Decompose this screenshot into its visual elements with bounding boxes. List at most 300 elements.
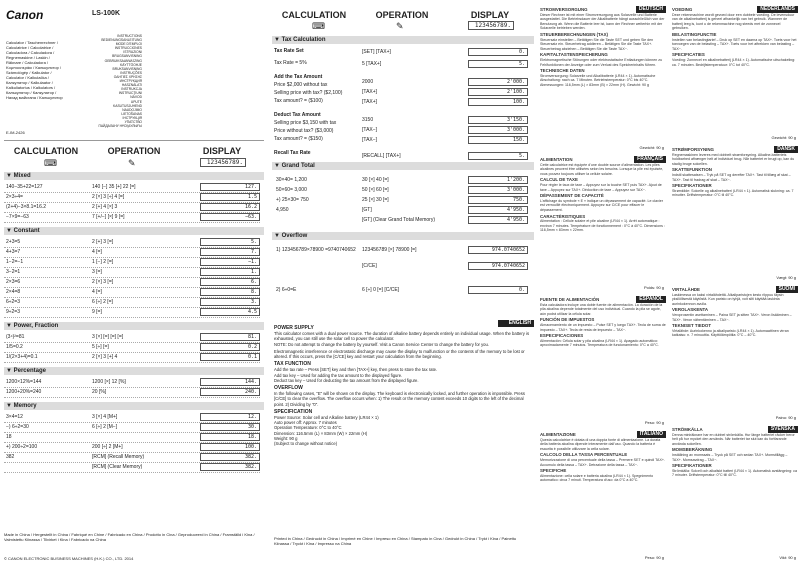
example-row [4, 343, 264, 352]
example-row [4, 203, 264, 212]
calc-icon: ⌨ [44, 158, 57, 168]
grand-row-disp: 4'950. [468, 206, 528, 214]
lang-paragraph: Laskimessa on kaksi virtalähdettä. Alkaliparistojen kesto riippuu täysin yksilöllisestä käytöstä. Kun paristo on tyhjä, voit silti käyttää laskinta aurinkokennon avulla. [672, 292, 784, 306]
example-row [4, 268, 264, 277]
example-row [4, 423, 264, 432]
example-row [4, 193, 264, 202]
row-calc: 1200×12%=144 [6, 379, 42, 385]
col-header-display-mid: DISPLAY [470, 10, 510, 20]
lang-paragraph: Voeding: Zonnecel en alkalinebatterij (LR44 × 1). Automatische uitschakeling: ca. 7 minuten. Bedrijfstemperatuur: 0°C tot 40°C. [672, 57, 796, 67]
cover-title-line: Kalkuliatorius / Kalkulators / [6, 85, 56, 90]
lang-heading: TEKNISET TIEDOT [672, 323, 712, 329]
col-header-operation-mid: OPERATION [375, 10, 429, 20]
tax-row-op: 2000 [362, 79, 374, 85]
row-disp: 81. [200, 333, 260, 341]
row-calc: 2×3÷4= [6, 194, 23, 200]
middle-column [272, 4, 534, 564]
lang-weight: Paino: 90 g [775, 415, 796, 420]
lang-paragraph: Memorizzazione di una percentuale della tassa – Premere SET e quindi TAX+. Accumulo della tassa – TAX+. Detrazione della tassa – TAX−. [540, 457, 665, 467]
lang-heading: SPECIFIKATIONER [672, 183, 712, 189]
cover-title-line: Нахад майсгана / Калькулятор [6, 95, 63, 100]
lang-paragraph: Instellen van belastingtarief – Druk op SET en daarna op TAX+. Toets voor het toevoegen van de belasting – TAX+. Toets voor het aftrekken van belasting – TAX−. [672, 37, 797, 51]
tax-rate: Tax Rate = 5% [274, 60, 307, 66]
lang-heading: CALCOLO DELLA TASSA PERCENTUALE [540, 452, 628, 458]
example-row [4, 248, 264, 257]
cover-lang: KÄYTTÖOHJE [120, 62, 142, 67]
lang-paragraph: Elektromagnetische Störungen oder elektrostatische Entladungen können zu Fehlfunktionen der Anzeige oder zum Verlust des Speicherinhalts führen. [540, 57, 663, 67]
row-disp: 0.2 [200, 343, 260, 351]
overflow-row-calc: 1) 123456789×78900 =9740740652 [276, 247, 356, 253]
cover-lang: KASUTUSJUHEND [113, 103, 142, 108]
section-title: Power, Fraction [13, 323, 59, 329]
lang-paragraph: Alimentación: Célula solar y pila alcalina (LR44 × 1). Apagado automático: aproximadamente 7 minutos. Temperatura de funcionamiento: 0°C a 40°C. [540, 338, 659, 348]
lang-heading: ALIMENTAZIONE [540, 432, 576, 437]
lang-paragraph: Inställning av momssats – Tryck på SET och sedan TAX+. Momstillägg – TAX+. Momsavdrag – TAX−. [672, 452, 788, 462]
spec-line: Operation Temperature: 0°C to 40°C [274, 425, 342, 431]
lang-heading: VEROLASKENTA [672, 307, 709, 313]
section-title: Percentage [13, 368, 46, 374]
grand-row [272, 186, 532, 195]
row-calc: 4+3=7 [6, 249, 21, 255]
tax-row-disp: 5. [468, 60, 528, 68]
example-row [4, 288, 264, 297]
row-disp: 100. [200, 443, 260, 451]
cover-lang: УПАТСТВО [124, 119, 142, 124]
lang-tab: FRANÇAIS [634, 156, 666, 163]
row-disp: 16.2 [200, 203, 260, 211]
lang-heading: FUENTE DE ALIMENTACIÓN [540, 297, 600, 302]
row-disp: 8. [200, 288, 260, 296]
row-op: [RCM] (Clear Memory) [92, 464, 143, 470]
lang-heading: KAPITALTASTENSPEICHERUNG [540, 52, 608, 58]
row-op: 20 [%] [92, 389, 107, 395]
cover-lang: BRUKSANVISNING [112, 66, 142, 71]
part-number: E-IM-2426 [6, 130, 25, 135]
made-in: Made in China / Hergestellt in China / Fabriqué en Chine / Fabricado en China / Prodotto in Cina / Geproduceerd in China / Framställd i Kina / Valmistettu Kiinassa / Tilvirket i Kina / Fabricado na China [4, 532, 255, 542]
lang-tab-english: ENGLISH [498, 320, 534, 327]
tax-function-line: Add the tax rate – Press [SET] key and then [TAX+] key, then press to store the tax rate. [274, 367, 438, 373]
tax-row-disp: 3'150. [468, 116, 528, 124]
model-name: LS-100K [92, 10, 121, 17]
canon-logo: Canon [6, 8, 44, 22]
cover-title-line: Calculadora / Calculadora / [6, 50, 55, 55]
tax-row [360, 88, 532, 97]
row-calc: 2×3=6 [6, 279, 21, 285]
example-row [4, 353, 264, 362]
row-disp: 30. [200, 423, 260, 431]
lang-heading: STEUERBERECHNUNGEN (TAX) [540, 31, 608, 37]
cover-lang: NAUDOJIMO [122, 107, 142, 112]
lang-tab: ESPAÑOL [636, 296, 666, 303]
grand-row [272, 176, 532, 185]
cover-lang: INSTRUKCJA [121, 87, 142, 92]
lang-heading: STRØMFORSYNING [672, 147, 714, 152]
lang-paragraph: Virtalähde: Aurinkokenno ja alkaliparisto (LR44 × 1). Automaattinen virran katkaisu: n. 7 minuuttia. Käyttölämpötila: 0°C – 40°C. [672, 328, 789, 338]
row-calc: 382 [6, 454, 15, 460]
left-examples [4, 146, 264, 536]
display-logo-mid: 123456789. [468, 21, 514, 30]
spec-title: SPECIFICATION [274, 408, 313, 415]
col-header-calculation-mid: CALCULATION [281, 10, 347, 20]
cover-lang: INSTRUCCIONES [114, 46, 142, 51]
tax-row [360, 116, 532, 125]
grand-row-calc: 30×40= 1,200 [276, 177, 307, 183]
lang-tab: NEDERLANDS [757, 6, 798, 13]
lang-heading: CALCUL DE TAXE [540, 177, 578, 183]
row-calc: +) 200÷2=100 [6, 444, 38, 450]
row-divider [4, 362, 260, 363]
overflow-text-title: OVERFLOW [274, 385, 303, 392]
deduct-tax: Deduct Tax Amount [274, 112, 321, 118]
lang-text [672, 286, 798, 414]
overflow-row-op: 6 [÷] 0 [=] [C/CE] [362, 287, 400, 293]
lang-paragraph: Stromversorgung: Solarzelle und Alkalibatterie (LR44 × 1). Automatische Abschaltung: nach ca. 7 Minuten. Betriebstemperatur: 0°C bis 40°C. Abmessungen: 116,5mm (L) × 83mm (B) × 22mm (H). Gewicht: 90 g [540, 73, 656, 87]
row-disp: 12. [200, 413, 260, 421]
row-op: 140 [−] 35 [+] 22 [=] [92, 184, 136, 190]
row-disp: 1.5 [200, 193, 260, 201]
tax-row-disp: 5. [468, 152, 528, 160]
row-op: 4 [=] [92, 289, 102, 295]
recall-rate: Recall Tax Rate [274, 150, 311, 156]
tax-title: Tax Calculation [281, 37, 326, 43]
cover-panel [4, 4, 144, 139]
example-row [4, 308, 264, 317]
add-line: Selling price with tax? ($2,100) [274, 90, 343, 96]
row-disp: 144. [200, 378, 260, 386]
row-calc: 2+3=5 [6, 239, 21, 245]
example-row [4, 443, 264, 452]
lang-paragraph: Steuersatz einstellen – Betätigen Sie die Taste SET und geben Sie den Steuersatz ein. Steuerbetrag addieren – Betätigen Sie die Taste TAX+. Steuerbetrag abziehen – Betätigen Sie die Taste TAX−. [540, 37, 654, 51]
row-op: 4 [=] [92, 249, 102, 255]
row-calc: 6÷2=3 [6, 299, 21, 305]
lang-paragraph: Dieser Rechner ist mit einer Stromversorgung aus Solarzelle und Batterie ausgestattet. Die Betriebsdauer der Alkalibatterie hängt ausschließlich von der Benutzung ab. Wenn die Batterie leer ist, kann der Rechner weiterhin mit der Solarzelle betrieben werden. [540, 12, 665, 31]
row-calc: 1/5=0.2 [6, 344, 23, 350]
row-disp: 382. [200, 453, 260, 461]
tax-row-op: 5 [TAX+] [362, 61, 382, 67]
lang-weight: Poids: 90 g [643, 285, 664, 290]
spec-line: Weight: 90 g [274, 435, 298, 441]
add-line: Tax amount? = ($100) [274, 98, 323, 104]
overflow-row-op: 123456789 [×] 78900 [=] [362, 247, 417, 253]
section-sv [672, 424, 798, 564]
tax-row-disp: 100. [468, 98, 528, 106]
section-it [540, 429, 666, 564]
overflow-row-disp: 974.0740652 [468, 262, 528, 270]
lang-text [672, 146, 798, 274]
tax-function-line: Deduct tax key – Used for deducting the tax amount from the displayed figure. [274, 377, 419, 383]
lang-paragraph: Strømkilde: Solcelle og alkalinebatteri (LR44 × 1). Automatisk slukning: ca. 7 minutter. Driftstemperatur: 0°C til 40°C. [672, 188, 794, 198]
row-calc: (3⁴)²=81 [6, 334, 25, 340]
cover-title-line: Калкулатор / Kalkulaator / [6, 80, 53, 85]
col-header-display: DISPLAY [202, 146, 242, 156]
row-op: 9 [=] [92, 309, 102, 315]
lang-tab: SUOMI [776, 286, 798, 293]
row-calc: −) 6÷2=30 [6, 424, 29, 430]
tax-row-op: [TAX−] [362, 137, 378, 143]
row-divider [4, 317, 260, 318]
divider [4, 140, 264, 141]
section-title: Memory [13, 403, 37, 409]
overflow-title: Overflow [281, 233, 308, 239]
example-row [4, 378, 264, 387]
example-row [4, 463, 264, 472]
grand-row-op: 50 [×] 60 [=] [362, 187, 389, 193]
cover-titles [6, 40, 91, 100]
row-op: 2 [×] 3 [=] [92, 279, 114, 285]
cover-lang: NÁVOD [130, 95, 142, 100]
spec-line: Auto power off: Approx. 7 minutes [274, 420, 337, 426]
example-row [4, 213, 264, 222]
example-row [4, 388, 264, 397]
col-header-operation: OPERATION [107, 146, 161, 156]
add-line: Price $2,000 without tax [274, 82, 328, 88]
tax-row-op: [TAX+] [362, 99, 378, 105]
lang-paragraph: Questa calcolatrice è dotata di una doppia fonte di alimentazione. La durata della batteria alcalina dipende interamente dall'uso. Quando la batteria è esaurita è possibile utilizzare la cella solare. [540, 437, 661, 451]
section-title-bar: ▼ Percentage [4, 367, 264, 375]
lang-tab: SVENSKA [768, 426, 798, 433]
cover-title-line: Κομπιουτεράκι / Калькулятор / [6, 65, 62, 70]
lang-paragraph: Veroprosentin asettaminen – Paina SET ja sitten TAX+. Veron lisääminen – TAX+. Veron vähentäminen – TAX−. [672, 312, 792, 322]
lang-text [540, 156, 666, 284]
row-calc: 140−35+22=127 [6, 184, 43, 190]
row-op: 5 [÷] [=] [92, 344, 109, 350]
spec-line: Power Source: Solar cell and Alkaline battery (LR44 × 1) [274, 415, 379, 421]
pen-icon: ✎ [396, 21, 404, 31]
row-disp: 1. [200, 268, 260, 276]
lang-weight: Peso: 90 g [644, 555, 664, 560]
cover-title-line: Räknare / Calculadora / [6, 60, 49, 65]
grand-row-op: 25 [×] 30 [=] [362, 197, 389, 203]
grand-row [272, 216, 532, 225]
row-divider [4, 222, 260, 223]
section-title-bar: ▼ Constant [4, 227, 264, 235]
section-title: Mixed [13, 173, 31, 179]
overflow-row-disp: 0. [468, 286, 528, 294]
row-op: 2 [+] 4 [×] 3 [92, 204, 118, 210]
grand-title: Grand Total [281, 163, 315, 169]
tax-row-disp: 0. [468, 48, 528, 56]
row-calc: 1−2=−1 [6, 259, 24, 265]
display-logo: 123456789. [200, 158, 246, 167]
grand-row-calc: +) 25×30= 750 [276, 197, 309, 203]
row-op: 6 [÷] 2 [=] [92, 299, 113, 305]
tax-row-disp: 3'000. [468, 126, 528, 134]
spec-line: Dimension: 116.5mm (L) × 83mm (W) × 22mm (H) [274, 430, 368, 436]
tax-calc-column [274, 48, 358, 156]
deduct-line: Selling price $3,150 with tax [274, 120, 337, 126]
lang-tab: DEUTSCH [636, 6, 666, 13]
row-disp: 5. [200, 238, 260, 246]
row-disp: 127. [200, 183, 260, 191]
row-disp: 3. [200, 298, 260, 306]
tax-row-disp: 2'100. [468, 88, 528, 96]
row-disp: 6. [200, 278, 260, 286]
row-disp: 0.1 [200, 353, 260, 361]
tax-row-op: [SET] [TAX+] [362, 49, 391, 55]
section-nl [672, 4, 798, 144]
cover-title-line: Calculator / Taschenrechner / [6, 40, 58, 45]
cover-lang: ISTRUZIONI [123, 50, 142, 55]
section-title-bar: ▼ Power, Fraction [4, 322, 264, 330]
lang-column-1 [540, 4, 666, 564]
lang-text [672, 6, 798, 134]
row-calc: 18 [6, 434, 12, 440]
lang-weight: Vikt: 90 g [779, 555, 796, 560]
tax-rate-set: Tax Rate Set [274, 48, 304, 54]
grand-row-calc: 4,950 [276, 207, 289, 213]
lang-paragraph: Esta calculadora incluye una doble fuente de alimentación. La duración de la pila alcalina depende totalmente del uso individual. Cuando la pila se agote, aún podrá utilizar la célula solar. [540, 302, 663, 316]
tax-row [360, 48, 532, 57]
section-fr [540, 154, 666, 294]
grand-row [272, 206, 532, 215]
lang-paragraph: Alimentation : Cellule solaire et pile alcaline (LR44 × 1). Arrêt automatique : environ 7 minutes. Température de fonctionnement : 0°C à 40°C. Dimensions : 116,5mm × 83mm × 22mm. [540, 219, 665, 233]
tax-row-op: 3150 [362, 117, 374, 123]
row-disp: 382. [200, 463, 260, 471]
example-row [4, 238, 264, 247]
lang-column-2 [672, 4, 798, 564]
lang-paragraph: Regnemaskinen leveres med dobbelt strømforsyning. Alkaline-batteriets holdbarhed afhænger helt af individuel brug. Når batteriet er brugt op, kan du stadig bruge solcellen. [672, 152, 795, 166]
example-row [4, 183, 264, 192]
row-op: [RCM] (Recall Memory) [92, 454, 145, 460]
row-disp: 7. [200, 248, 260, 256]
cover-title-line: Calculatrice / Calcolatrice / [6, 45, 54, 50]
row-op: 3 [=] [92, 269, 102, 275]
lang-weight: Gewicht: 90 g [771, 135, 796, 140]
cover-languages [94, 34, 142, 128]
lang-paragraph: L'affichage du symbole « E » indique un dépassement de capacité. Le clavier est verrouillé électroniquement. Appuyez sur C/CE pour effacer le dépassement. [540, 198, 663, 212]
row-op: 6 [÷] 2 [M−] [92, 424, 118, 430]
row-calc: 1200+20%=240 [6, 389, 42, 395]
grand-row [272, 196, 532, 205]
cover-title-line: Калькулятор / Калкулатор / [6, 90, 57, 95]
cover-title-line: Regnemaskine / Laskin / [6, 55, 50, 60]
calc-icon: ⌨ [312, 21, 325, 31]
overflow-row-disp: 974.0740652 [468, 246, 528, 254]
lang-weight: Gewicht: 90 g [639, 145, 664, 150]
lang-heading: BELASTINGFUNCTIE [672, 31, 717, 37]
row-op: 2 [×] 3 [÷] 4 [=] [92, 194, 125, 200]
power-supply-title: POWER SUPPLY [274, 325, 314, 331]
pen-icon: ✎ [128, 158, 136, 168]
tax-row [360, 136, 532, 145]
section-de [540, 4, 666, 154]
example-row [4, 258, 264, 267]
printed-in: Printed in China / Gedruckt in China / Imprimé en Chine / Impreso en China / Stampato in Cina / Gedrukt in China / Trykt i Kina / Painettu Kiinassa / Tryckt i Kina / Impresso na China [274, 536, 517, 546]
cover-lang: GEBRUIKSAANWIJZING [104, 58, 142, 63]
spec-line: (Subject to change without notice) [274, 441, 338, 447]
cover-lang: INSTRUCŢIUNI [118, 91, 142, 96]
example-row [4, 333, 264, 342]
example-row [4, 278, 264, 287]
overflow-row-op: [C/CE] [362, 263, 377, 269]
cover-title-line: Calculator / Kalkulačka / [6, 75, 49, 80]
lang-paragraph: Cette calculatrice est équipée d'une double source d'alimentation. Les piles alcalines peuvent être utilisées selon les besoins. Lorsque la pile est épuisée, vous pouvez toujours utiliser la cellule solaire. [540, 162, 664, 176]
lang-paragraph: Indstil skattesatsen – Tryk på SET og derefter TAX+. Tast til tillæg af skat – TAX+. Tast til fradrag af skat – TAX−. [672, 172, 791, 182]
overflow-row [272, 286, 532, 300]
cover-lang: ΟΔΗΓΙΕΣ ΧΡΗΣΗΣ [113, 74, 142, 79]
cover-lang: ИНСТРУКЦИЯ [119, 79, 142, 84]
grand-row-op: [GT] (Clear Grand Total Memory) [362, 217, 435, 223]
row-disp: −63. [200, 213, 260, 221]
row-divider [4, 397, 260, 398]
grand-section-title: ▼ Grand Total [272, 162, 534, 170]
deduct-line: Tax amount? = ($150) [274, 136, 323, 142]
grand-row-calc: 50×60= 3,000 [276, 187, 307, 193]
cover-lang: HASZNÁLATI [121, 83, 142, 88]
lang-heading: TECHNISCHE DATEN [540, 68, 585, 74]
tax-row-op: [TAX+] [362, 89, 378, 95]
lang-text [540, 431, 666, 554]
grand-row-disp: 4'950. [468, 216, 528, 224]
cover-lang: INSTRUÇÕES [120, 70, 142, 75]
grand-row-disp: 750. [468, 196, 528, 204]
section-title-bar: ▼ Mixed [4, 172, 264, 180]
lang-heading: MOMSBERÄKNING [672, 447, 713, 453]
note: NOTE: Do not attempt to change the battery by yourself. Visit a Canon Service Center to change the battery for you. [274, 341, 489, 347]
tax-row-op: [RECALL] [TAX+] [362, 153, 401, 159]
cover-title-line: Számológép / Kalkulator / [6, 70, 52, 75]
row-disp: 18. [200, 433, 260, 441]
example-row [4, 298, 264, 307]
example-row [4, 453, 264, 462]
section-da [672, 144, 798, 284]
row-op: 200 [÷] 2 [M+] [92, 444, 123, 450]
copyright: © CANON ELECTRONIC BUSINESS MACHINES (H.K.) CO., LTD. 2014 [4, 556, 134, 561]
section-title-bar: ▼ Memory [4, 402, 264, 410]
section-title: Constant [13, 228, 40, 234]
tax-row-op: [TAX−] [362, 127, 378, 133]
lang-paragraph: Almacenamiento de un impuesto – Pulse SET y luego TAX+. Tecla de suma de impuesto – TAX+. Tecla de resta de impuesto – TAX−. [540, 322, 666, 332]
tax-row-disp: 2'000. [468, 78, 528, 86]
overflow-row [272, 262, 532, 276]
overflow-row-calc: 2) 6÷0=E [276, 287, 297, 293]
cover-lang: ІНСТРУКЦІЯ [122, 115, 142, 120]
row-calc: 9÷2=3 [6, 309, 21, 315]
emi: Electromagnetic interference or electrostatic discharge may cause the display to malfunction or the contents of the memory to be lost or altered. If this occurs, press the [C/CE] key and restart your calculation from the beginning. [274, 348, 525, 360]
row-disp: −1. [200, 258, 260, 266]
row-calc: 3×4=12 [6, 414, 23, 420]
lang-heading: ESPECIFICACIONES [540, 333, 584, 339]
lang-text [672, 426, 798, 554]
power-supply-text: This calculator comes with a dual power source. The duration of alkaline battery depends entirely on individual usage. When the battery is exhausted, you can still use the solar cell to power the calculator. [274, 331, 530, 342]
overflow-text: In the following cases, "E" will be shown on the display. The keyboard is electronically locked, and further operation is impossible. Press [C/CE] to clear the overflow. The overflow occurs when: 1) The result or the memory content exceeds 10 digits to the left of the decimal point. 2) Dividing by "0". [274, 391, 525, 407]
lang-heading: VOEDING [672, 7, 693, 12]
cover-lang: BRUGSANVISNING [112, 54, 142, 59]
lang-heading: SPECIFICATIES [672, 52, 705, 58]
cover-lang: BEDIENUNGSANLEITUNG [101, 38, 142, 43]
lang-tab: ITALIANO [637, 431, 666, 438]
row-op: 1 [−] 2 [=] [92, 259, 114, 265]
row-calc: (2+4)−3×8.1=16.2 [6, 204, 47, 210]
lang-paragraph: Deze rekenmachine wordt gevoed door een dubbele voeding. De levensduur van de alkalinebatterij is geheel afhankelijk van het gebruik. Wanneer de batterij leeg is, kunt u de rekenmachine nog steeds met de zonnecel gebruiken. [672, 12, 795, 31]
tax-row [360, 60, 532, 69]
row-calc: 2×4=8 [6, 289, 21, 295]
tax-section-title: ▼ Tax Calculation [272, 36, 534, 44]
row-op: 2 [+] 3 [=] [92, 239, 114, 245]
lang-paragraph: Alimentazione: cella solare e batteria alcalina (LR44 × 1). Spegnimento automatico: circa 7 minuti. Temperatura d'uso: da 0°C a 40°C. [540, 473, 654, 483]
lang-paragraph: Denna miniräknare har en dubbel strömkälla. Hur länge batteriet räcker beror helt på hur mycket den används. När batteriet tar slut kan du fortfarande använda solcellen. [672, 432, 795, 446]
lang-heading: STROMVERSORGUNG [540, 7, 588, 12]
example-row [4, 433, 264, 442]
row-calc: 3−2=1 [6, 269, 21, 275]
lang-heading: CARACTÉRISTIQUES [540, 213, 586, 219]
lang-heading: SPECIFIKATIONER [672, 463, 712, 469]
lang-text [540, 6, 666, 144]
lang-heading: SKATTEFUNKTION [672, 167, 712, 173]
lang-weight: Vægt: 90 g [776, 275, 796, 280]
grand-row-op: 30 [×] 40 [=] [362, 177, 389, 183]
row-op: 3 [×] 4 [M+] [92, 414, 118, 420]
